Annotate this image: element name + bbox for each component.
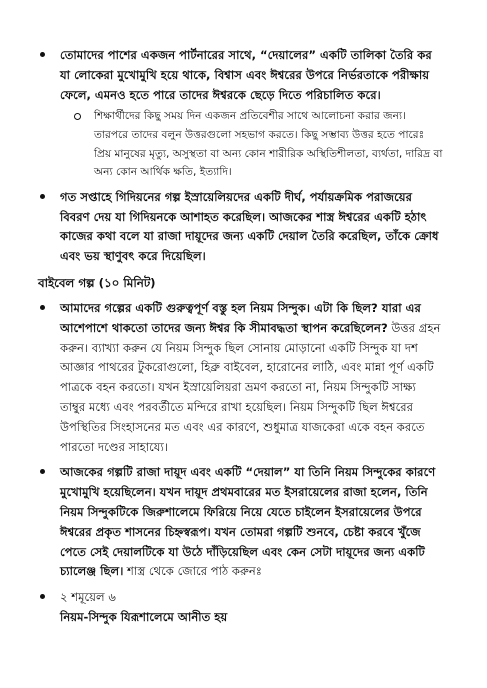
list-item — [38, 188, 443, 267]
normal-text: উত্তর গ্রহন করুন। ব্যাখ্যা করুন যে নিয়ম সিন্দুক ছিল সোনায় মোড়ানো একটি সিন্দুক যা দশ আজ্ঞার পাথরের টুকরোগুলো, হিব্রু বাইবেল, হারোনের লাঠি, এবং মান্না পূর্ণ একটি পাত্রকে বহন করতো। যখন ইস্রায়েলিয়রা ভ্রমণ করতো না, নিয়ম সিন্দুকটি সাক্ষ্য তাম্বুর মধ্যে এবং পরবর্তীতে মন্দিরে রাখা হয়েছিল। নিয়ম সিন্দুকটি ছিল ঈশ্বরের উপস্থিতির সিংহাসনের মত এবং এর কারণে, শুধুমাত্র যাজকেরা একে বহন করতে পারতো দণ্ডের সাহায্যে। — [60, 320, 441, 454]
normal-text: শাস্ত্র থেকে জোরে পাঠ করুনঃ — [123, 564, 262, 579]
list-item — [38, 299, 443, 457]
story-bullet-list — [38, 299, 443, 628]
list-item — [38, 588, 443, 628]
bullet-icon — [40, 305, 45, 310]
sub-bullet-text: শিক্ষার্থীদের কিছু সময় দিন একজন প্রতিবেশীর সাথে আলোচনা করার জন্য। তারপরে তাদের বলুন উত্তরগুলো সহভাগ করতে। কিছু সম্ভাব্য উত্তর হতে পারেঃ প্রিয় মানুষের মৃত্যু, অসুস্থতা বা অন্য কোন শারীরিক অস্থিতিশীলতা, ব্যর্থতা, দারিদ্র বা অন্য কোন আর্থিক ক্ষতি, ইত্যাদি। — [94, 110, 443, 179]
bullet-icon — [40, 194, 45, 199]
intro-bullet-list — [38, 46, 443, 267]
bullet-text: গত সপ্তাহে গিদিয়নের গল্প ইস্রায়েলিয়দের একটি দীর্ঘ, পর্যায়ক্রমিক পরাজয়ের বিবরণ দেয় যা গিদিয়নকে আশাহত করেছিল। আজকের শাস্ত্র ঈশ্বরের একটি হঠাৎ কাজের কথা বলে যা রাজা দায়ূদের জন্য একটি দেয়াল তৈরি করেছিল, তাঁকে ক্রোধ এবং ভয় স্থাণুবৎ করে দিয়েছিল। — [60, 189, 439, 264]
list-item — [38, 463, 443, 582]
bold-text: আমাদের গল্পের একটি গুরুত্বপূর্ণ বস্তু হল নিয়ম সিন্দুক। এটা কি ছিল? যারা এর আশেপাশে থাকতো তাদের জন্য ঈশ্বর কি সীমাবদ্ধতা স্থাপন করেছিলেন? — [60, 300, 421, 335]
sub-bullet-list — [60, 107, 443, 181]
bold-text: আজকের গল্পটি রাজা দায়ূদ এবং একটি “দেয়াল” যা তিনি নিয়ম সিন্দুকের কারণে মুখোমুখি হয়েছিলেন। যখন দায়ূদ প্রথমবারের মত ইসরায়েলের রাজা হলেন, তিনি নিয়ম সিন্দুকটিকে জিরুশালেমে ফিরিয়ে নিয়ে যেতে চাইলেন ইসরায়েলের উপরে ঈশ্বরের প্রকৃত শাসনের চিহ্নস্বরূপ। যখন তোমরা গল্পটি শুনবে, চেষ্টা করবে খুঁজে পেতে সেই দেয়ালটিকে যা উঠে দাঁড়িয়েছিল এবং কেন সেটা দায়ূদের জন্য একটি চ্যালেঞ্জ ছিল। — [60, 465, 436, 579]
bullet-text — [60, 299, 443, 457]
bullet-icon — [40, 469, 45, 474]
bullet-text: তোমাদের পাশের একজন পার্টনারের সাথে, “দেয়ালের” একটি তালিকা তৈরি কর যা লোকেরা মুখোমুখি হয়ে থাকে, বিশ্বাস এবং ঈশ্বরের উপরে নির্ভরতাকে পরীক্ষায় ফেলে, এমনও হতে পারে তাদের ঈশ্বরকে ছেড়ে দিতে পরিচালিত করে। — [60, 48, 432, 102]
list-item — [38, 46, 443, 182]
list-item — [60, 107, 443, 181]
scripture-reference: ২ শমূয়েল ৬ — [60, 590, 116, 605]
bullet-icon — [40, 52, 45, 57]
hollow-bullet-icon — [74, 113, 81, 120]
scripture-passage-title: নিয়ম-সিন্দুক যিরূশালেমে আনীত হয় — [60, 609, 228, 624]
bullet-icon — [40, 594, 45, 599]
section-heading: বাইবেল গল্প (১০ মিনিট) — [38, 275, 156, 290]
bullet-text — [60, 463, 443, 582]
